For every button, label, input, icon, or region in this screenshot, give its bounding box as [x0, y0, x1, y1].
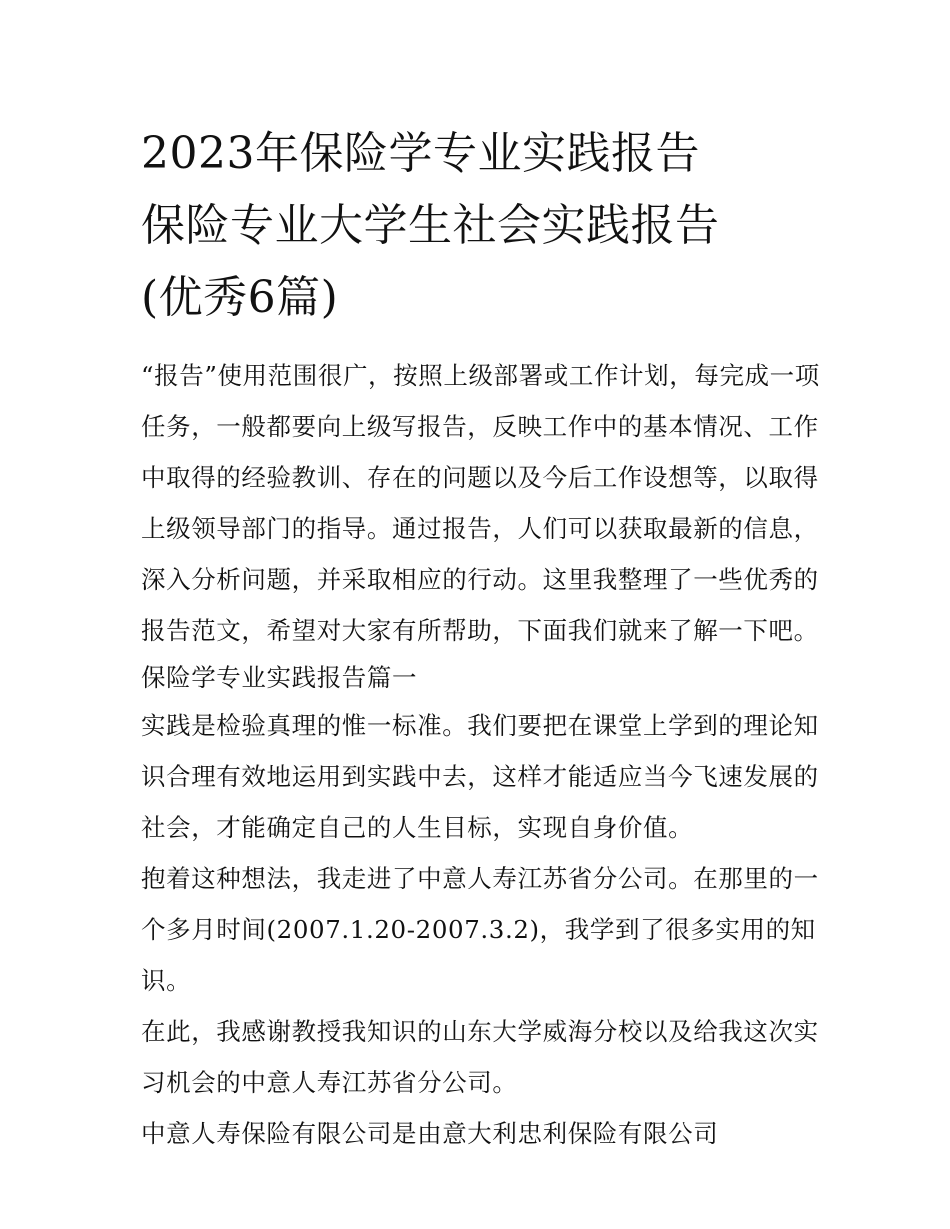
body-paragraph: 实践是检验真理的惟一标准。我们要把在课堂上学到的理论知识合理有效地运用到实践中去，这样才能适应当今飞速发展的社会，才能确定自己的人生目标，实现自身价值。	[141, 711, 819, 842]
body-paragraph: 在此，我感谢教授我知识的山东大学威海分校以及给我这次实习机会的中意人寿江苏省分公司。	[141, 1017, 819, 1097]
body-paragraph: 中意人寿保险有限公司是由意大利忠利保险有限公司	[141, 1119, 719, 1148]
title-line-2: 保险专业大学生社会实践报告	[141, 200, 720, 251]
intro-paragraph: “报告”使用范围很广，按照上级部署或工作计划，每完成一项任务，一般都要向上级写报告，反映工作中的基本情况、工作中取得的经验教训、存在的问题以及今后工作设想等，以取得上级领导部门的指导。通过报告，人们可以获取最新的信息，深入分析问题，并采取相应的行动。这里我整理了一些优秀的报告范文，希望对大家有所帮助，下面我们就来了解一下吧。	[141, 361, 820, 645]
section-heading: 保险学专业实践报告篇一	[141, 663, 418, 692]
document-body	[141, 350, 821, 1159]
title-line-1: 2023年保险学专业实践报告	[141, 128, 700, 179]
body-paragraph: 抱着这种想法，我走进了中意人寿江苏省分公司。在那里的一个多月时间(2007.1.20-2007.3.2)，我学到了很多实用的知识。	[141, 864, 819, 995]
document-page	[141, 118, 821, 1159]
title-line-3: (优秀6篇)	[141, 272, 339, 323]
document-title	[141, 118, 821, 334]
